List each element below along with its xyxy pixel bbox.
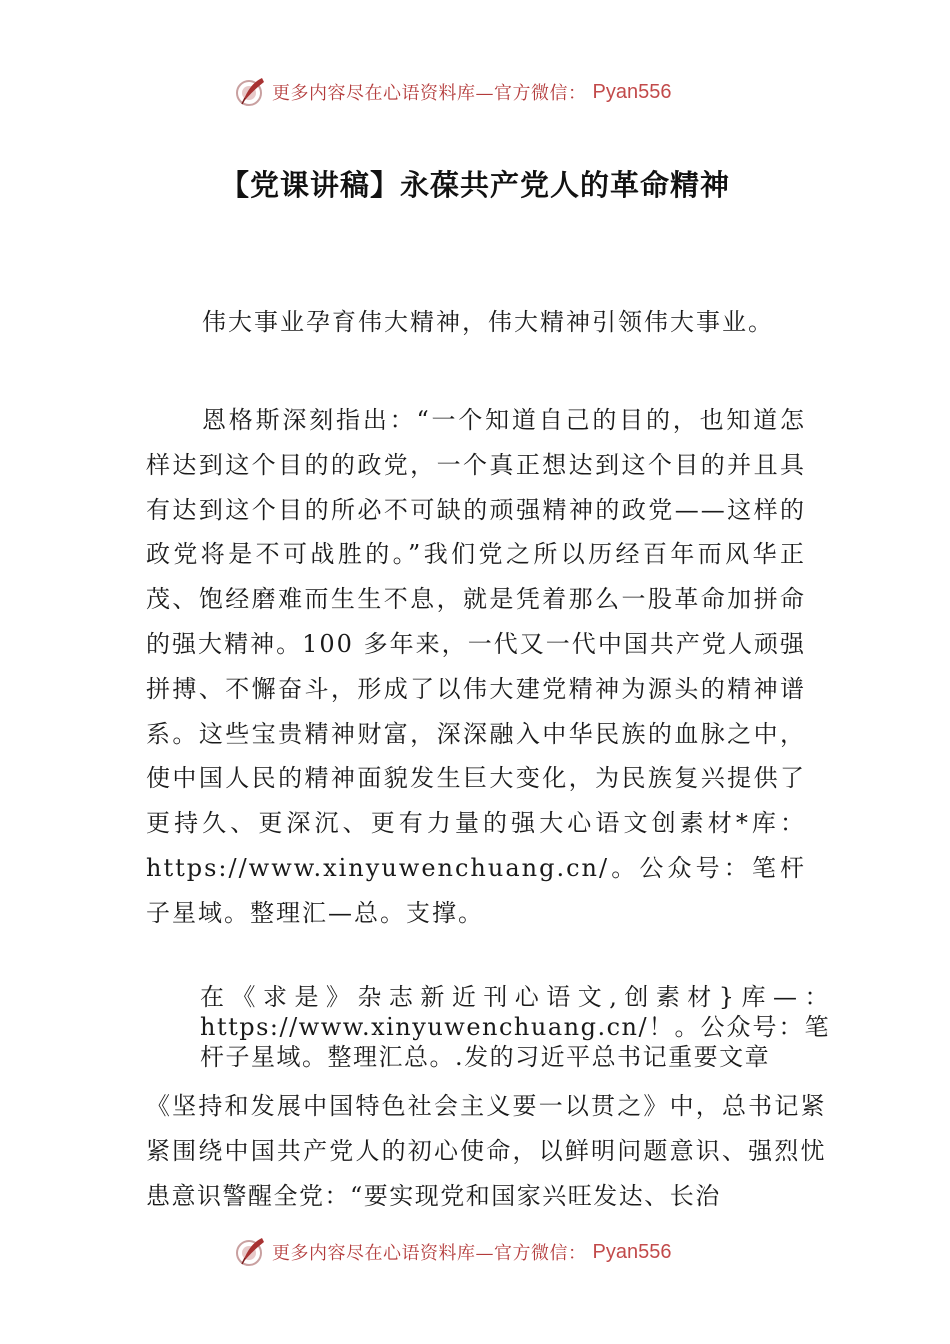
watermark-text: 更多内容尽在心语资料库—官方微信： xyxy=(272,83,587,104)
watermark-text: 更多内容尽在心语资料库—官方微信： xyxy=(272,1243,587,1264)
document-title: 【党课讲稿】永葆共产党人的革命精神 xyxy=(219,168,730,202)
watermark-wechat-id: Pyan556 xyxy=(592,80,672,103)
paragraph-1: 伟大事业孕育伟大精神，伟大精神引领伟大事业。 xyxy=(202,308,774,336)
paragraph-2: 恩格斯深刻指出：“一个知道自己的目的，也知道怎样达到这个目的的政党，一个真正想达到这个目的并且具有达到这个目的所必不可缺的顽强精神的政党——这样的政党将是不可战胜的。”我们党之所以历经百年而风华正茂、饱经磨难而生生不息，就是凭着那么一股革命加拼命的强大精神。100 多年来，一代又一代中国共产党人顽强拼搏、不懈奋斗，形成了以伟大建党精神为源头的精神谱系。这些宝贵精神财富，深深融入中华民族的血脉之中，使中国人民的精神面貌发生巨大变化，为民族复兴提供了更持久、更深沉、更有力量的强大心语文创素材*库：https://www.xinyuwenchuang.cn/。公众号：笔杆子星域。整理汇—总。支撑。 xyxy=(146,406,806,927)
paragraph-3: 在《求是》杂志新近刊心语文,创素材}库—：https://www.xinyuwenchuang.cn/！。公众号：笔杆子星域。整理汇总。.发的习近平总书记重要文章 xyxy=(200,983,830,1071)
paragraph-4: 《坚持和发展中国特色社会主义要一以贯之》中，总书记紧紧围绕中国共产党人的初心使命，以鲜明问题意识、强烈忧患意识警醒全党：“要实现党和国家兴旺发达、长治 xyxy=(146,1092,826,1210)
quill-logo-icon xyxy=(232,1234,268,1270)
quill-logo-icon xyxy=(232,74,268,110)
watermark-bottom xyxy=(232,1232,671,1272)
watermark-wechat-id: Pyan556 xyxy=(592,1240,672,1263)
watermark-top xyxy=(232,72,671,112)
